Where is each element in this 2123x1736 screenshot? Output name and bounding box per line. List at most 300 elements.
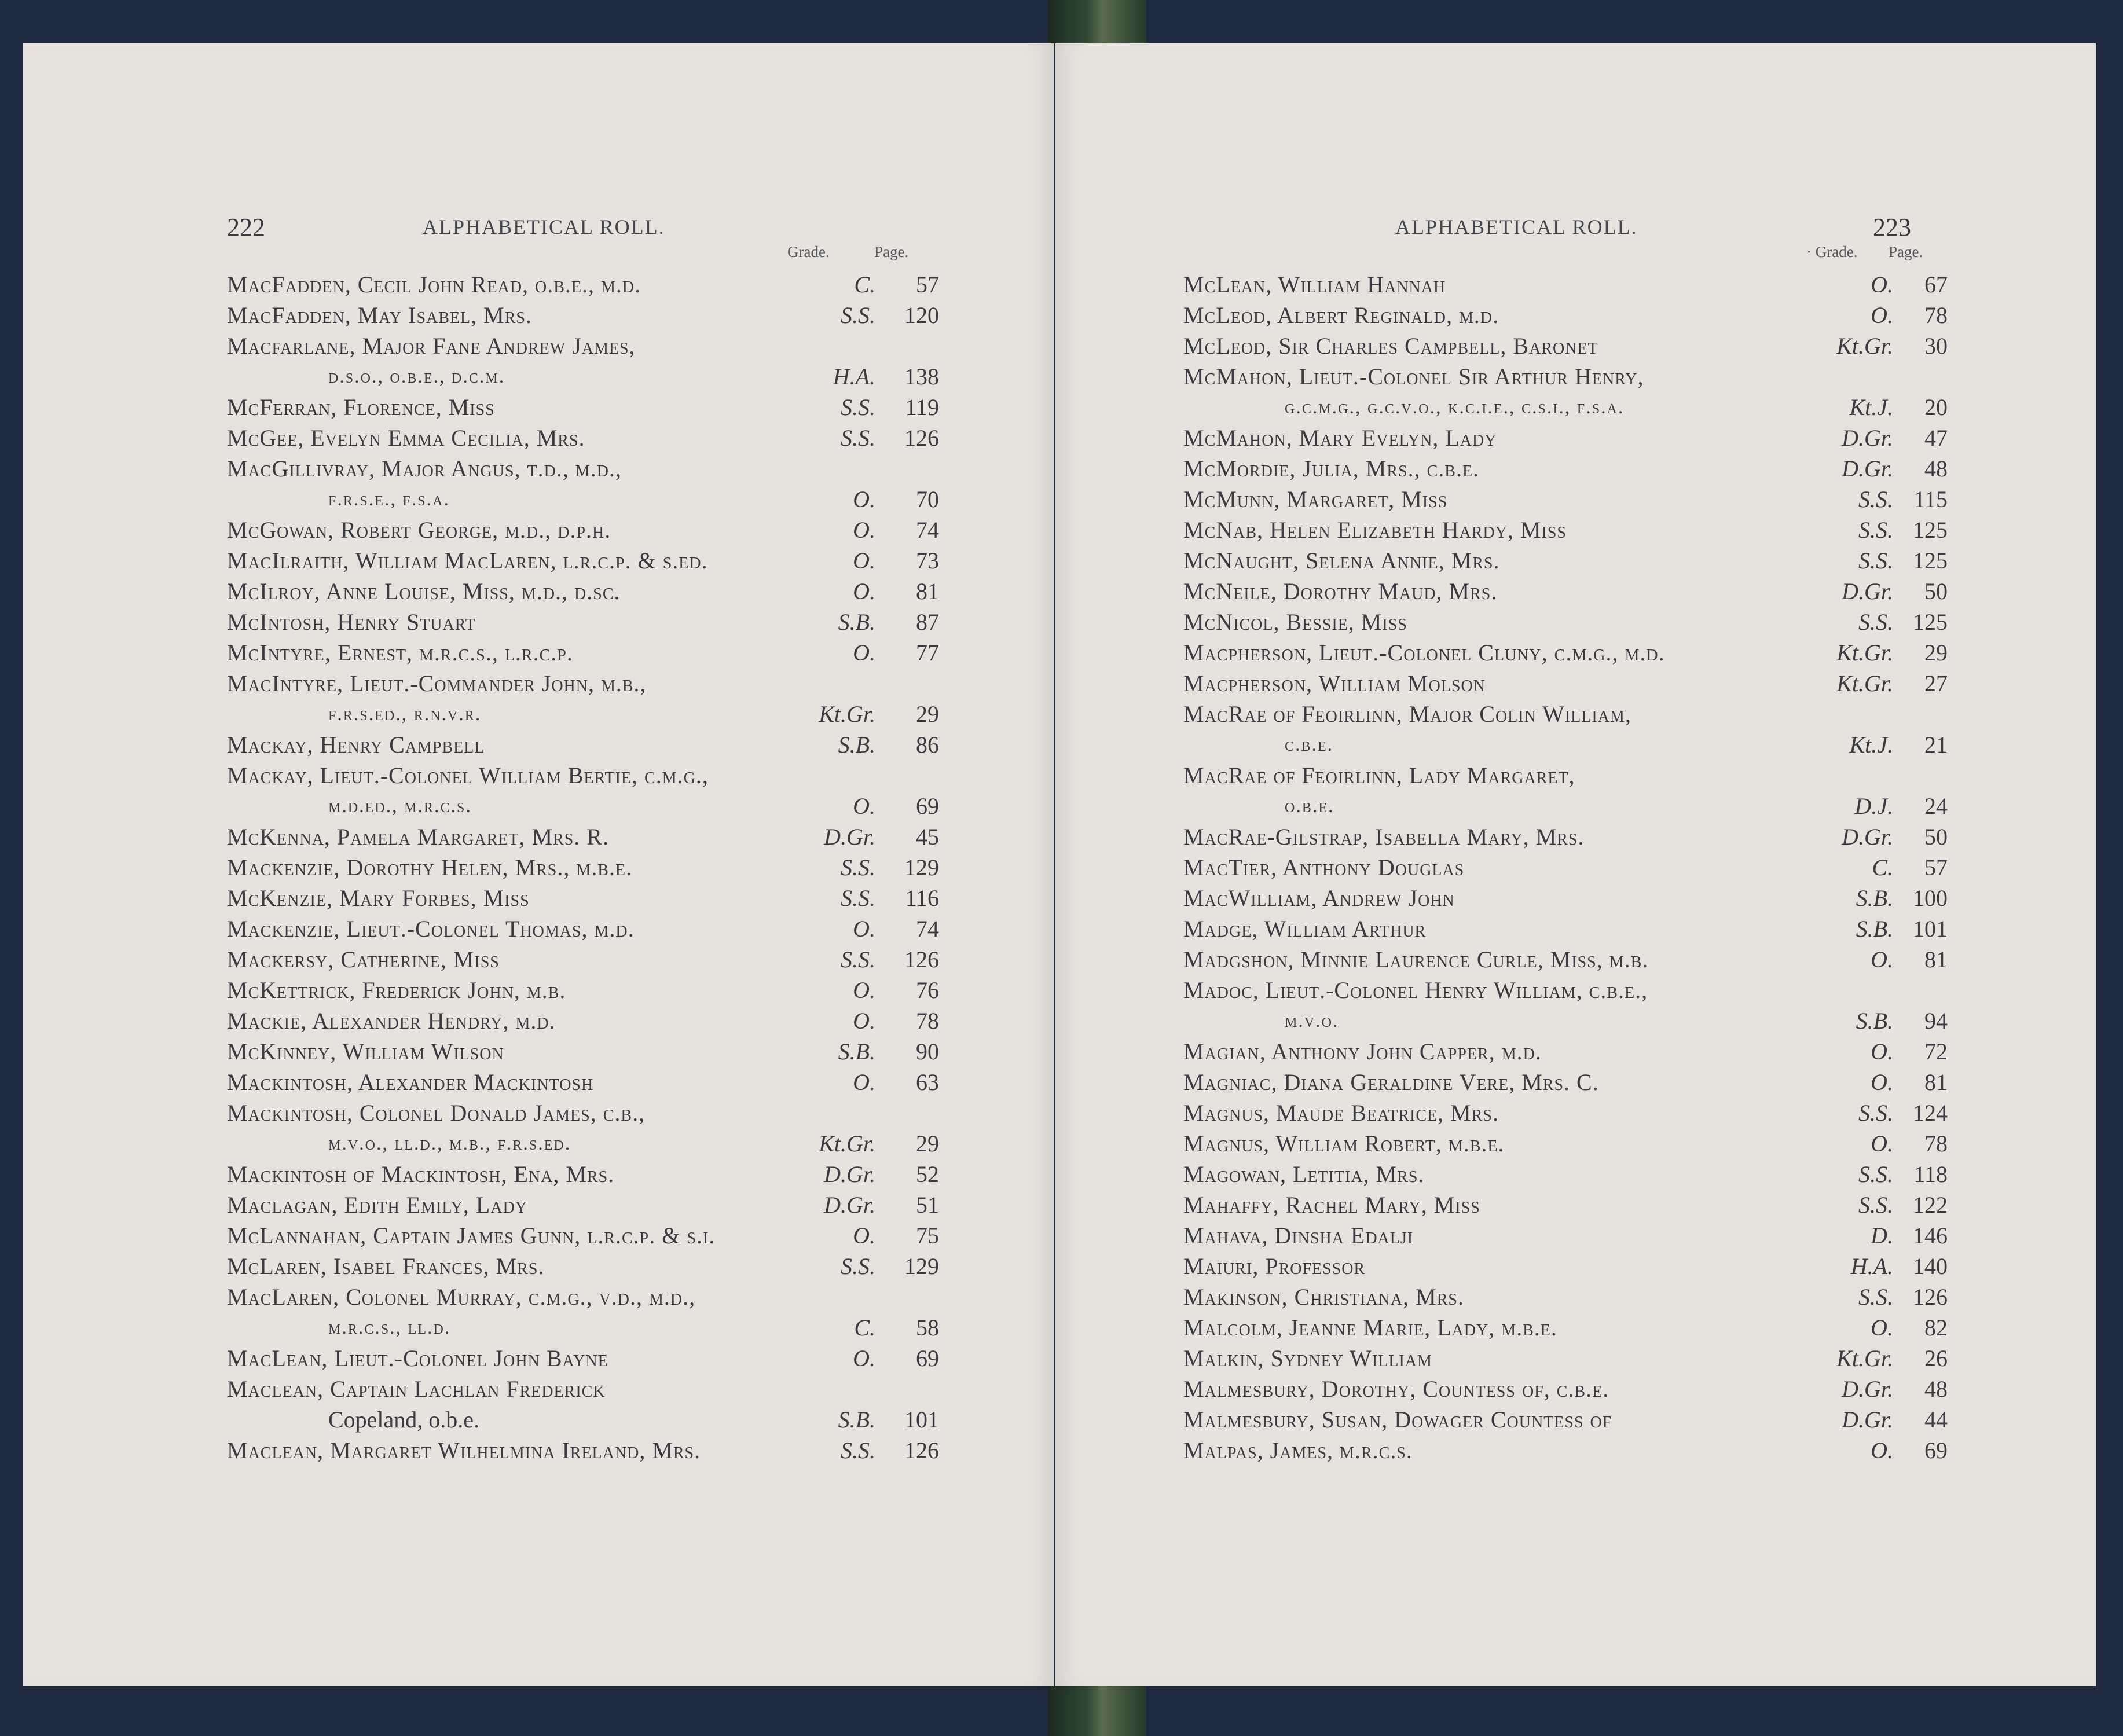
entry-page: 58 [916, 1315, 939, 1341]
entry-grade: O. [1871, 1131, 1893, 1157]
entry-grade: Kt.Gr. [819, 1131, 875, 1157]
entry-page: 124 [1913, 1100, 1948, 1126]
entry-grade: S.S. [841, 394, 875, 420]
entry-page: 72 [1924, 1038, 1948, 1065]
roll-entry [227, 453, 951, 484]
roll-entry [1183, 944, 1959, 975]
entry-name: d.s.o., o.b.e., d.c.m. [328, 366, 505, 387]
entry-name: MacWilliam, Andrew John [1183, 885, 1455, 911]
entry-name: MacGillivray, Major Angus, t.d., m.d., [227, 456, 622, 482]
entry-grade: S.S. [841, 302, 875, 328]
entry-page: 101 [904, 1407, 939, 1433]
roll-entry [227, 1404, 951, 1435]
entry-name: Makinson, Christiana, Mrs. [1183, 1284, 1464, 1310]
entry-page: 48 [1924, 1376, 1948, 1402]
roll-entry [227, 423, 951, 453]
entry-page: 138 [904, 364, 939, 390]
entry-grade: D.Gr. [1842, 824, 1893, 850]
entry-name: Mackie, Alexander Hendry, m.d. [227, 1008, 556, 1034]
roll-entry [1183, 637, 1959, 668]
entry-page: 30 [1924, 333, 1948, 359]
entry-page: 45 [916, 824, 939, 850]
roll-entry [1183, 423, 1959, 453]
entry-name: m.v.o. [1285, 1010, 1339, 1032]
entry-grade: S.S. [1858, 548, 1893, 574]
entry-grade: S.B. [1856, 916, 1893, 942]
roll-entry [227, 1343, 951, 1374]
roll-entry [227, 883, 951, 913]
entry-name: o.b.e. [1285, 795, 1334, 817]
entry-grade: O. [1871, 1437, 1893, 1463]
entry-name: McIntyre, Ernest, m.r.c.s., l.r.c.p. [227, 640, 573, 666]
entry-grade: S.B. [838, 732, 875, 758]
roll-entry [1183, 300, 1959, 331]
entry-grade: D. [1871, 1223, 1893, 1249]
entry-name: Malkin, Sydney William [1183, 1345, 1432, 1371]
roll-entry [227, 1190, 951, 1220]
entry-grade: O. [1871, 271, 1893, 298]
entry-name: McLeod, Sir Charles Campbell, Baronet [1183, 333, 1598, 359]
entry-page: 90 [916, 1038, 939, 1065]
roll-entry [1183, 1312, 1959, 1343]
roll-entry [227, 852, 951, 883]
entry-name: Maclean, Captain Lachlan Frederick [227, 1376, 606, 1402]
entry-name: MacRae of Feoirlinn, Lady Margaret, [1183, 762, 1575, 788]
entry-page: 21 [1924, 732, 1948, 758]
entry-page: 94 [1924, 1008, 1948, 1034]
entry-page: 118 [1913, 1161, 1948, 1187]
entry-name: Mahava, Dinsha Edalji [1183, 1223, 1414, 1249]
entry-page: 116 [905, 885, 939, 911]
entry-name: Malpas, James, m.r.c.s. [1183, 1437, 1413, 1463]
entry-grade: D.Gr. [1842, 456, 1893, 482]
roll-entry [1183, 392, 1959, 423]
entry-name: McMahon, Mary Evelyn, Lady [1183, 425, 1497, 451]
entry-grade: O. [1871, 1315, 1893, 1341]
entry-page: 122 [1913, 1192, 1948, 1218]
entry-name: Magniac, Diana Geraldine Vere, Mrs. C. [1183, 1069, 1599, 1095]
entry-grade: Kt.J. [1849, 732, 1893, 758]
entry-name: McLannahan, Captain James Gunn, l.r.c.p. & s.i. [227, 1223, 716, 1249]
entry-page: 100 [1913, 885, 1948, 911]
entry-page: 50 [1924, 578, 1948, 604]
entry-page: 29 [916, 1131, 939, 1157]
roll-entry [1183, 1098, 1959, 1128]
roll-entry [227, 607, 951, 637]
entry-page: 125 [1913, 548, 1948, 574]
entry-name: Maclagan, Edith Emily, Lady [227, 1192, 528, 1218]
entry-page: 29 [916, 701, 939, 727]
entry-name: Madoc, Lieut.-Colonel Henry William, c.b.e., [1183, 977, 1648, 1003]
entry-grade: S.S. [841, 854, 875, 880]
entry-grade: S.S. [841, 885, 875, 911]
roll-entry [227, 269, 951, 300]
page-column-header: Page. [874, 243, 909, 260]
roll-entry [1183, 545, 1959, 576]
entry-name: MacIntyre, Lieut.-Commander John, m.b., [227, 670, 647, 696]
roll-entry [227, 1374, 951, 1404]
entry-page: 20 [1924, 394, 1948, 420]
entry-name: Mackenzie, Dorothy Helen, Mrs., m.b.e. [227, 854, 632, 880]
roll-entry [227, 1435, 951, 1466]
entry-grade: Kt.Gr. [1836, 333, 1893, 359]
entry-name: Magowan, Letitia, Mrs. [1183, 1161, 1425, 1187]
entry-name: Mackay, Henry Campbell [227, 732, 485, 758]
entry-grade: S.S. [1858, 609, 1893, 635]
roll-entry [227, 515, 951, 545]
entry-name: Magnus, Maude Beatrice, Mrs. [1183, 1100, 1499, 1126]
entry-grade: H.A. [833, 364, 875, 390]
entry-grade: D.Gr. [1842, 578, 1893, 604]
entry-page: 126 [904, 1437, 939, 1463]
roll-entry [227, 760, 951, 791]
running-head: ALPHABETICAL ROLL. [1395, 215, 1638, 238]
roll-entry [1183, 331, 1959, 361]
entry-page: 119 [905, 394, 939, 420]
entry-page: 81 [1924, 1069, 1948, 1095]
entry-page: 52 [916, 1161, 939, 1187]
entry-name: McNaught, Selena Annie, Mrs. [1183, 548, 1500, 574]
running-head: ALPHABETICAL ROLL. [423, 215, 665, 238]
entry-name: Mackersy, Catherine, Miss [227, 946, 500, 972]
entry-name: MacFadden, Cecil John Read, o.b.e., m.d. [227, 271, 641, 298]
roll-entry [227, 637, 951, 668]
roll-entry [1183, 1067, 1959, 1098]
entry-page: 125 [1913, 517, 1948, 543]
roll-entry [227, 484, 951, 515]
roll-entry [227, 1251, 951, 1282]
entry-page: 26 [1924, 1345, 1948, 1371]
entry-grade: O. [853, 548, 875, 574]
roll-entry [1183, 1220, 1959, 1251]
entry-name: Mackintosh of Mackintosh, Ena, Mrs. [227, 1161, 615, 1187]
entry-name: Malmesbury, Dorothy, Countess of, c.b.e. [1183, 1376, 1609, 1402]
entry-page: 57 [1924, 854, 1948, 880]
entry-name: Macpherson, Lieut.-Colonel Cluny, c.m.g., m.d. [1183, 640, 1665, 666]
entry-name: Magian, Anthony John Capper, m.d. [1183, 1038, 1542, 1065]
entry-page: 57 [916, 271, 939, 298]
roll-entry [1183, 1005, 1959, 1036]
entry-name: Magnus, William Robert, m.b.e. [1183, 1131, 1505, 1157]
entry-page: 29 [1924, 640, 1948, 666]
entry-name: McGee, Evelyn Emma Cecilia, Mrs. [227, 425, 585, 451]
entry-grade: H.A. [1850, 1253, 1893, 1279]
page-number: 222 [227, 213, 265, 241]
entry-grade: O. [853, 640, 875, 666]
roll-entry [227, 668, 951, 699]
entry-grade: O. [853, 916, 875, 942]
entry-name: c.b.e. [1285, 734, 1334, 755]
entry-grade: D.J. [1854, 793, 1893, 819]
entry-grade: S.B. [1856, 1008, 1893, 1034]
roll-entry [227, 545, 951, 576]
roll-entry [227, 821, 951, 852]
roll-entry [227, 392, 951, 423]
entry-page: 75 [916, 1223, 939, 1249]
entry-page: 69 [1924, 1437, 1948, 1463]
left-page [23, 43, 1054, 1686]
entry-grade: S.S. [841, 946, 875, 972]
entry-grade: D.Gr. [824, 1192, 875, 1218]
entry-grade: O. [853, 486, 875, 512]
roll-entry [1183, 453, 1959, 484]
entry-grade: S.B. [838, 609, 875, 635]
roll-entry [1183, 760, 1959, 791]
entry-name: McNab, Helen Elizabeth Hardy, Miss [1183, 517, 1567, 543]
entry-name: McNeile, Dorothy Maud, Mrs. [1183, 578, 1498, 604]
entry-page: 120 [904, 302, 939, 328]
roll-entry [1183, 515, 1959, 545]
roll-entry [227, 1005, 951, 1036]
entry-name: MacRae-Gilstrap, Isabella Mary, Mrs. [1183, 824, 1585, 850]
entry-name: McLeod, Albert Reginald, m.d. [1183, 302, 1499, 328]
entry-name: Copeland, o.b.e. [328, 1407, 480, 1433]
entry-grade: S.S. [1858, 486, 1893, 512]
roll-entry [1183, 1404, 1959, 1435]
entry-grade: O. [853, 1008, 875, 1034]
entry-grade: C. [854, 1315, 875, 1341]
entry-page: 47 [1924, 425, 1948, 451]
entry-name: McGowan, Robert George, m.d., d.p.h. [227, 517, 611, 543]
roll-entry [1183, 1435, 1959, 1466]
entry-grade: D.Gr. [824, 824, 875, 850]
entry-page: 129 [904, 854, 939, 880]
entry-grade: O. [1871, 946, 1893, 972]
entry-page: 129 [904, 1253, 939, 1279]
roll-entry [1183, 791, 1959, 821]
entry-page: 82 [1924, 1315, 1948, 1341]
entry-name: Maclean, Margaret Wilhelmina Ireland, Mrs. [227, 1437, 701, 1463]
entry-page: 115 [1913, 486, 1948, 512]
entry-page: 101 [1913, 916, 1948, 942]
entry-page: 76 [916, 977, 939, 1003]
entry-page: 63 [916, 1069, 939, 1095]
entry-grade: Kt.J. [1849, 394, 1893, 420]
roll-entry [1183, 913, 1959, 944]
entry-page: 48 [1924, 456, 1948, 482]
entry-name: McLaren, Isabel Frances, Mrs. [227, 1253, 545, 1279]
roll-entry [227, 331, 951, 361]
roll-entry [227, 944, 951, 975]
entry-page: 77 [916, 640, 939, 666]
entry-name: McNicol, Bessie, Miss [1183, 609, 1407, 635]
entry-name: Maiuri, Professor [1183, 1253, 1366, 1279]
entry-name: f.r.s.ed., r.n.v.r. [328, 703, 482, 725]
roll-entry [1183, 361, 1959, 392]
entry-page: 78 [1924, 302, 1948, 328]
entry-grade: S.B. [838, 1407, 875, 1433]
roll-entry [1183, 1036, 1959, 1067]
entry-page: 69 [916, 1345, 939, 1371]
entry-name: McKettrick, Frederick John, m.b. [227, 977, 566, 1003]
entry-grade: Kt.Gr. [1836, 670, 1893, 696]
entry-grade: S.B. [1856, 885, 1893, 911]
entry-page: 27 [1924, 670, 1948, 696]
roll-entry [227, 1098, 951, 1128]
entry-page: 44 [1924, 1407, 1948, 1433]
page-number: 223 [1873, 213, 1911, 241]
entry-grade: O. [853, 578, 875, 604]
entry-page: 86 [916, 732, 939, 758]
entry-grade: C. [1872, 854, 1893, 880]
entry-grade: O. [1871, 1069, 1893, 1095]
entry-grade: D.Gr. [824, 1161, 875, 1187]
roll-entry [1183, 821, 1959, 852]
roll-entry [1183, 576, 1959, 607]
roll-entry [227, 1128, 951, 1159]
entry-grade: O. [853, 1223, 875, 1249]
entry-grade: O. [853, 517, 875, 543]
roll-entry [1183, 1159, 1959, 1190]
roll-entry [227, 791, 951, 821]
entry-page: 67 [1924, 271, 1948, 298]
entry-name: McIntosh, Henry Stuart [227, 609, 476, 635]
roll-entries [227, 269, 951, 1466]
entry-name: m.d.ed., m.r.c.s. [328, 795, 472, 817]
entry-name: Mackay, Lieut.-Colonel William Bertie, c.m.g., [227, 762, 709, 788]
entry-grade: S.S. [1858, 1284, 1893, 1310]
entry-grade: Kt.Gr. [1836, 640, 1893, 666]
entry-name: McMordie, Julia, Mrs., c.b.e. [1183, 456, 1480, 482]
entry-grade: S.S. [841, 1437, 875, 1463]
entry-grade: S.B. [838, 1038, 875, 1065]
entry-page: 78 [1924, 1131, 1948, 1157]
entry-grade: S.S. [1858, 1161, 1893, 1187]
roll-entry [1183, 668, 1959, 699]
roll-entry [1183, 1251, 1959, 1282]
entry-page: 78 [916, 1008, 939, 1034]
entry-name: g.c.m.g., g.c.v.o., k.c.i.e., c.s.i., f.s.a. [1285, 397, 1625, 418]
grade-column-header: Grade. [787, 243, 830, 260]
entry-page: 87 [916, 609, 939, 635]
entry-grade: D.Gr. [1842, 1376, 1893, 1402]
roll-entry [1183, 1128, 1959, 1159]
entry-page: 126 [904, 946, 939, 972]
roll-entry [1183, 699, 1959, 729]
entry-name: McLean, William Hannah [1183, 271, 1446, 298]
entry-page: 51 [916, 1192, 939, 1218]
entry-page: 81 [916, 578, 939, 604]
roll-entry [1183, 607, 1959, 637]
entry-grade: Kt.Gr. [819, 701, 875, 727]
entry-name: Mackintosh, Colonel Donald James, c.b., [227, 1100, 646, 1126]
entry-page: 74 [916, 517, 939, 543]
page-column-header: Page. [1889, 243, 1923, 260]
entry-grade: S.S. [1858, 517, 1893, 543]
roll-entry [227, 1159, 951, 1190]
entry-page: 50 [1924, 824, 1948, 850]
roll-entry [1183, 1282, 1959, 1312]
entry-grade: O. [1871, 302, 1893, 328]
roll-entry [227, 361, 951, 392]
entry-grade: D.Gr. [1842, 425, 1893, 451]
entry-grade: O. [853, 1345, 875, 1371]
roll-entries [1183, 269, 1959, 1466]
roll-entry [1183, 975, 1959, 1005]
entry-grade: O. [853, 793, 875, 819]
entry-name: Malcolm, Jeanne Marie, Lady, m.b.e. [1183, 1315, 1557, 1341]
entry-grade: D.Gr. [1842, 1407, 1893, 1433]
entry-name: Macfarlane, Major Fane Andrew James, [227, 333, 636, 359]
grade-column-header: · Grade. [1806, 243, 1858, 260]
entry-name: Mackintosh, Alexander Mackintosh [227, 1069, 594, 1095]
entry-name: McKinney, William Wilson [227, 1038, 504, 1065]
entry-name: Madge, William Arthur [1183, 916, 1427, 942]
entry-page: 126 [1913, 1284, 1948, 1310]
entry-name: Mackenzie, Lieut.-Colonel Thomas, m.d. [227, 916, 635, 942]
entry-name: Malmesbury, Susan, Dowager Countess of [1183, 1407, 1612, 1433]
entry-name: Madgshon, Minnie Laurence Curle, Miss, m.b. [1183, 946, 1649, 972]
entry-name: McIlroy, Anne Louise, Miss, m.d., d.sc. [227, 578, 621, 604]
entry-name: McKenzie, Mary Forbes, Miss [227, 885, 530, 911]
entry-page: 69 [916, 793, 939, 819]
entry-grade: O. [1871, 1038, 1893, 1065]
roll-entry [227, 1282, 951, 1312]
entry-page: 125 [1913, 609, 1948, 635]
roll-entry [227, 1067, 951, 1098]
entry-name: m.r.c.s., ll.d. [328, 1317, 451, 1338]
entry-name: MacTier, Anthony Douglas [1183, 854, 1465, 880]
roll-entry [1183, 852, 1959, 883]
entry-name: McKenna, Pamela Margaret, Mrs. R. [227, 824, 609, 850]
entry-page: 126 [904, 425, 939, 451]
entry-grade: C. [854, 271, 875, 298]
roll-entry [1183, 269, 1959, 300]
roll-entry [1183, 1374, 1959, 1404]
entry-page: 146 [1913, 1223, 1948, 1249]
roll-entry [1183, 729, 1959, 760]
entry-page: 140 [1913, 1253, 1948, 1279]
entry-grade: O. [853, 977, 875, 1003]
roll-entry [1183, 883, 1959, 913]
roll-entry [227, 1220, 951, 1251]
book-spine-bottom [1048, 1682, 1146, 1736]
entry-page: 73 [916, 548, 939, 574]
roll-entry [1183, 1343, 1959, 1374]
entry-name: McMunn, Margaret, Miss [1183, 486, 1448, 512]
entry-name: McMahon, Lieut.-Colonel Sir Arthur Henry, [1183, 364, 1644, 390]
entry-page: 81 [1924, 946, 1948, 972]
entry-name: MacLean, Lieut.-Colonel John Bayne [227, 1345, 608, 1371]
entry-name: MacRae of Feoirlinn, Major Colin William, [1183, 701, 1631, 727]
entry-grade: S.S. [841, 425, 875, 451]
entry-name: Macpherson, William Molson [1183, 670, 1486, 696]
entry-name: McFerran, Florence, Miss [227, 394, 495, 420]
entry-grade: S.S. [1858, 1192, 1893, 1218]
roll-entry [227, 1036, 951, 1067]
entry-name: f.r.s.e., f.s.a. [328, 489, 450, 510]
entry-name: MacFadden, May Isabel, Mrs. [227, 302, 532, 328]
roll-entry [227, 1312, 951, 1343]
roll-entry [227, 913, 951, 944]
roll-entry [1183, 1190, 1959, 1220]
roll-entry [227, 975, 951, 1005]
roll-entry [227, 576, 951, 607]
roll-entry [227, 300, 951, 331]
entry-grade: O. [853, 1069, 875, 1095]
entry-page: 70 [916, 486, 939, 512]
entry-name: Mahaffy, Rachel Mary, Miss [1183, 1192, 1480, 1218]
entry-page: 74 [916, 916, 939, 942]
entry-name: MacIlraith, William MacLaren, l.r.c.p. & s.ed. [227, 548, 708, 574]
roll-entry [227, 699, 951, 729]
right-page [1055, 43, 2096, 1686]
entry-grade: S.S. [841, 1253, 875, 1279]
roll-entry [227, 729, 951, 760]
entry-name: MacLaren, Colonel Murray, c.m.g., v.d., m.d., [227, 1284, 696, 1310]
entry-grade: S.S. [1858, 1100, 1893, 1126]
entry-page: 24 [1924, 793, 1948, 819]
